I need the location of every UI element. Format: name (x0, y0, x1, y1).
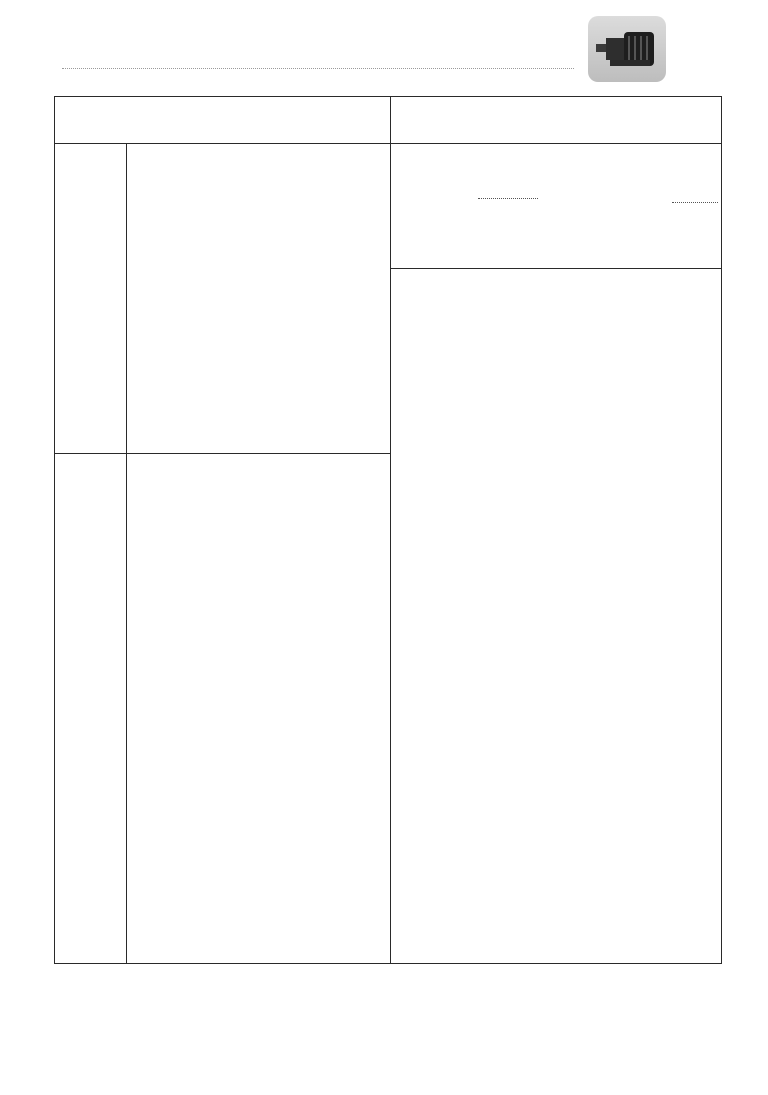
header-ratio-right (528, 104, 588, 117)
header-model-right (596, 104, 656, 117)
header-power-right (667, 104, 727, 117)
right-row-divider (478, 198, 538, 199)
header-speed-right (469, 104, 529, 117)
left-header-rule (54, 143, 390, 144)
title-rule (62, 68, 574, 69)
right-model-divider (672, 202, 718, 203)
header-ratio (192, 104, 252, 117)
header-power (330, 104, 390, 117)
header-torque (70, 104, 130, 117)
torque-column-divider (126, 143, 127, 964)
header-torque-right (404, 104, 464, 117)
header-speed (135, 104, 195, 117)
torque-group-rule (54, 453, 390, 454)
table-center-divider (390, 96, 391, 964)
gear-motor-logo (588, 16, 666, 82)
parameter-table (54, 96, 722, 964)
header-model (256, 104, 316, 117)
right-section-rule (390, 268, 722, 269)
right-header-rule (390, 143, 722, 144)
gear-motor-icon (588, 16, 666, 82)
